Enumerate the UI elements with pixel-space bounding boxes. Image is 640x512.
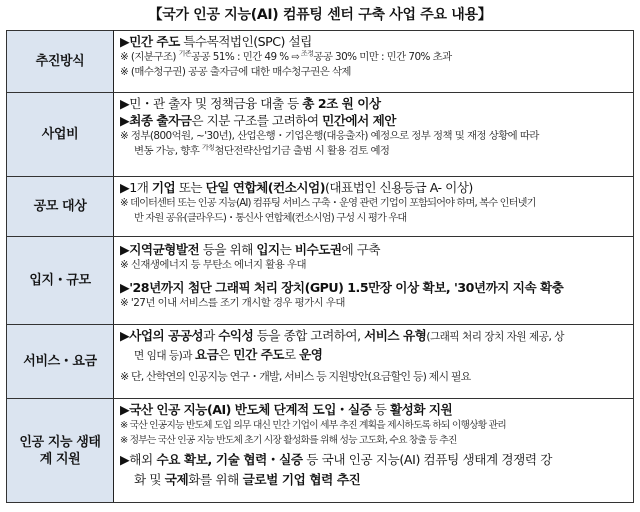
table-row bbox=[7, 325, 634, 399]
bullet-line: ▶사업의 공공성과 수익성 등을 종합 고려하여, 서비스 유형(그래픽 처리 장치 자원 제공, 상 bbox=[120, 328, 564, 343]
bullet-line: ▶민간 주도 특수목적법인(SPC) 설립 bbox=[120, 34, 312, 49]
note-line: ※ 데이터센터 또는 인공 지능(AI) 컴퓨팅 서비스 구축・운영 관련 기업이 포함되어야 하며, 복수 인터넷기 bbox=[120, 198, 536, 209]
table-row bbox=[7, 31, 634, 93]
row-content bbox=[114, 399, 634, 503]
note-line: ※ 신재생에너지 등 무탄소 에너지 활용 우대 bbox=[120, 259, 306, 271]
row-content bbox=[114, 325, 634, 399]
note-line: ※ 정부는 국산 인공 지능 반도체 초기 시장 활성화를 위해 성능 고도화, 수요 창출 등 추진 bbox=[120, 435, 457, 446]
bullet-line: 면 임대 등)과 요금은 민간 주도로 운영 bbox=[134, 347, 323, 362]
row-content bbox=[114, 237, 634, 325]
note-line: ※ (매수청구권) 공공 출자금에 대한 매수청구권은 삭제 bbox=[120, 66, 351, 78]
bullet-arrow-icon: ▶ bbox=[120, 96, 130, 111]
bullet-arrow-icon: ▶ bbox=[120, 113, 130, 128]
note-line: ※ (지분구조) $^{기존}$공공 51% : 민간 49 % ⇨ $^{조정}$공공 30% 미만 : 민간 70% 초과 bbox=[120, 50, 452, 63]
table-row bbox=[7, 237, 634, 325]
bullet-line: ▶지역균형발전 등을 위해 입지는 비수도권에 구축 bbox=[120, 242, 381, 257]
note-line: ※ '27년 이내 서비스를 조기 개시할 경우 평가시 우대 bbox=[120, 297, 345, 309]
bullet-arrow-icon: ▶ bbox=[120, 328, 130, 343]
bullet-arrow-icon: ▶ bbox=[120, 452, 130, 467]
row-label: 입지・규모 bbox=[7, 237, 114, 325]
note-line: ※ 국산 인공지능 반도체 도입 의무 대신 민간 기업이 세부 추진 계획을 제시하도록 하되 이행상황 관리 bbox=[120, 420, 506, 431]
bullet-line: ▶해외 수요 확보, 기술 협력・실증 등 국내 인공 지능(AI) 컴퓨팅 생태계 경쟁력 강 bbox=[120, 452, 553, 467]
bullet-line: ▶민・관 출자 및 정책금융 대출 등 총 2조 원 이상 bbox=[120, 96, 381, 111]
bullet-line: ▶최종 출자금은 지분 구조를 고려하여 민간에서 제안 bbox=[120, 113, 396, 128]
row-content bbox=[114, 31, 634, 93]
note-line: ※ 단, 산학연의 인공지능 연구・개발, 서비스 등 지원방안(요금할인 등) 제시 필요 bbox=[120, 370, 471, 383]
row-content bbox=[114, 93, 634, 177]
row-content bbox=[114, 177, 634, 237]
bullet-line: 화 및 국제화를 위해 글로벌 기업 협력 추진 bbox=[134, 472, 361, 487]
right-arrow-icon: ⇨ bbox=[291, 52, 300, 63]
bullet-arrow-icon: ▶ bbox=[120, 402, 130, 417]
row-label: 인공 지능 생태계 지원 bbox=[7, 399, 114, 503]
note-line: 변동 가능, 향후 $^{가칭}$첨단전략산업기금 출범 시 활용 검토 예정 bbox=[134, 144, 390, 157]
bullet-arrow-icon: ▶ bbox=[120, 280, 130, 295]
document-title: 【국가 인공 지능(AI) 컴퓨팅 센터 구축 사업 주요 내용】 bbox=[148, 7, 492, 23]
bullet-arrow-icon: ▶ bbox=[120, 242, 130, 257]
note-line: 반 자원 공유(클라우드)・통신사 연합체(컨소시엄) 구성 시 평가 우대 bbox=[134, 213, 407, 224]
row-label: 사업비 bbox=[7, 93, 114, 177]
bullet-line: ▶1개 기업 또는 단일 연합체(컨소시엄)(대표법인 신용등급 A- 이상) bbox=[120, 180, 473, 195]
table-row bbox=[7, 177, 634, 237]
row-label: 공모 대상 bbox=[7, 177, 114, 237]
bullet-line: ▶국산 인공 지능(AI) 반도체 단계적 도입・실증 등 활성화 지원 bbox=[120, 402, 453, 417]
bullet-line: ▶'28년까지 첨단 그래픽 처리 장치(GPU) 1.5만장 이상 확보, '30년까지 지속 확충 bbox=[120, 280, 564, 295]
note-line: ※ 정부(800억원, ~'30년), 산업은행・기업은행(대응출자) 예정으로 정부 정책 및 재정 상황에 따라 bbox=[120, 130, 539, 142]
table-row bbox=[7, 93, 634, 177]
row-label: 추진방식 bbox=[7, 31, 114, 93]
bullet-arrow-icon: ▶ bbox=[120, 180, 130, 195]
row-label: 서비스・요금 bbox=[7, 325, 114, 399]
bullet-arrow-icon: ▶ bbox=[120, 34, 130, 49]
table-row bbox=[7, 399, 634, 503]
content-table bbox=[6, 30, 634, 503]
